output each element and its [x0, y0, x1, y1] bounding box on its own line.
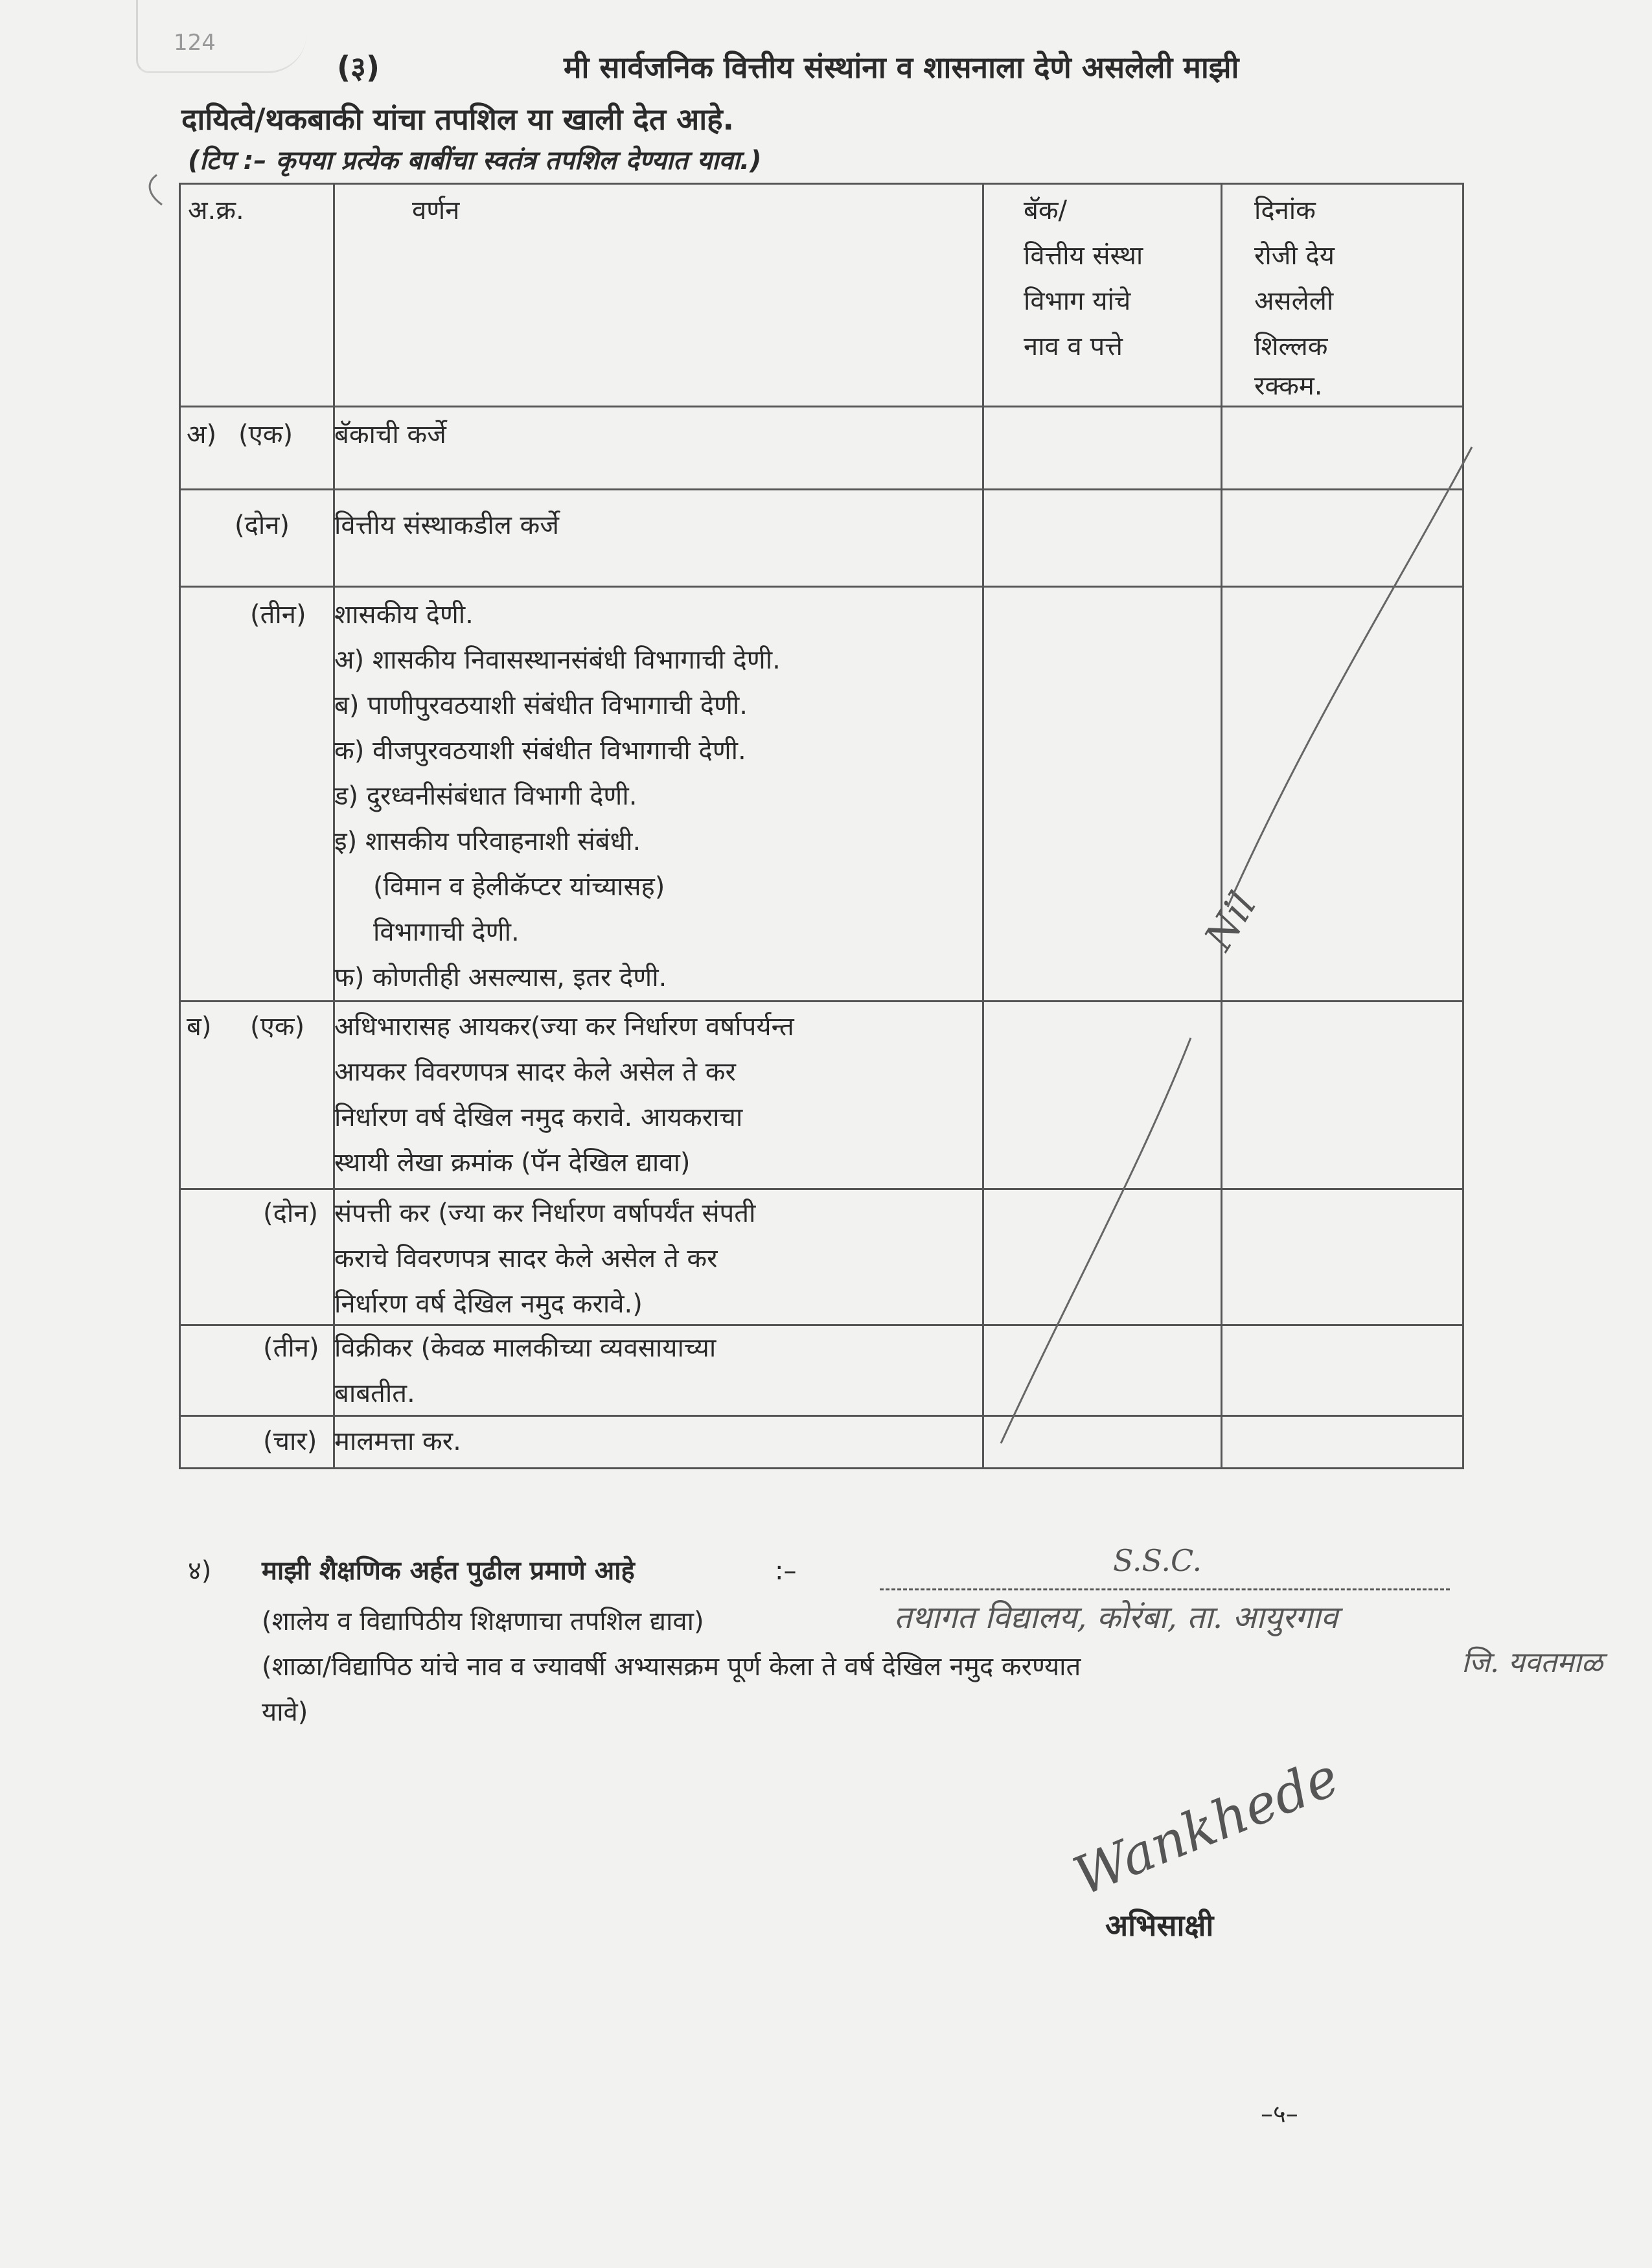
header-amount-line: शिल्लक [1254, 332, 1328, 361]
row-description: क) वीजपुरवठयाशी संबंधीत विभागाची देणी. [334, 736, 746, 766]
signature-label: अभिसाक्षी [1105, 1908, 1214, 1943]
row-description: संपत्ती कर (ज्या कर निर्धारण वर्षापर्यंत संपती [334, 1198, 756, 1228]
header-serial: अ.क्र. [188, 196, 244, 225]
row-description: कराचे विवरणपत्र सादर केले असेल ते कर [334, 1244, 718, 1274]
header-bank-line: विभाग यांचे [1024, 286, 1131, 316]
header-bank-line: नाव व पत्ते [1024, 332, 1123, 361]
section-4-separator: :– [775, 1556, 797, 1586]
header-amount-line: असलेली [1254, 286, 1334, 316]
row-description: अ) शासकीय निवासस्थानसंबंधी विभागाची देणी. [334, 645, 781, 675]
row-description: बॅकाची कर्जे [334, 420, 446, 450]
district-handwritten: जि. यवतमाळ [1462, 1646, 1603, 1679]
row-description: ड) दुरध्वनीसंबंधात विभागी देणी. [334, 781, 637, 811]
row-serial: (दोन) [235, 510, 290, 540]
section-4-line-3: (शाळा/विद्यापिठ यांचे नाव व ज्यावर्षी अभ्यासक्रम पूर्ण केला ते वर्ष देखिल नमुद करण्यात [262, 1652, 1081, 1682]
signature-handwritten: Wankhede [1065, 1746, 1348, 1908]
section-4-line-4: यावे) [262, 1697, 308, 1727]
strike-through-line [1001, 1038, 1191, 1443]
row-description: निर्धारण वर्ष देखिल नमुद करावे.) [334, 1289, 643, 1319]
row-description: निर्धारण वर्ष देखिल नमुद करावे. आयकराचा [334, 1103, 743, 1132]
row-description: ब) पाणीपुरवठयाशी संबंधीत विभागाची देणी. [334, 691, 748, 720]
row-serial: (एक) [250, 1012, 305, 1042]
strike-through-line [1228, 447, 1472, 907]
header-amount-line: रोजी देय [1254, 241, 1335, 271]
header-bank-line: बॅक/ [1024, 196, 1068, 225]
header-description: वर्णन [412, 196, 460, 225]
row-serial: (दोन) [263, 1198, 319, 1228]
row-serial: (एक) [238, 420, 293, 450]
school-name-handwritten: तथागत विद्यालय, कोरंबा, ता. आयुरगाव [894, 1599, 1338, 1636]
section-4-number: ४) [188, 1556, 212, 1586]
row-description: विक्रीकर (केवळ मालकीच्या व्यवसायाच्या [334, 1333, 717, 1363]
heading-line-2: दायित्वे/थकबाकी यांचा तपशिल या खाली देत आहे. [181, 102, 734, 137]
row-group-label: ब) [187, 1012, 212, 1042]
page-number: –५– [1261, 2100, 1298, 2128]
header-bank-line: वित्तीय संस्था [1024, 241, 1143, 271]
row-description: स्थायी लेखा क्रमांक (पॅन देखिल द्यावा) [334, 1148, 691, 1178]
qualification-answer: S.S.C. [1113, 1543, 1202, 1578]
scan-number: 124 [174, 30, 216, 56]
section-4-line-2: (शालेय व विद्यापिठीय शिक्षणाचा तपशिल द्यावा) [262, 1607, 704, 1636]
row-description: शासकीय देणी. [334, 600, 474, 630]
row-description: मालमत्ता कर. [334, 1426, 461, 1456]
header-amount-line: दिनांक [1254, 196, 1316, 225]
row-description: आयकर विवरणपत्र सादर केले असेल ते कर [334, 1057, 736, 1087]
row-description: अधिभारासह आयकर(ज्या कर निर्धारण वर्षापर्यन्त [334, 1012, 794, 1042]
section-4-title: माझी शैक्षणिक अर्हत पुढील प्रमाणे आहे [262, 1556, 635, 1586]
row-group-label: अ) [187, 420, 217, 450]
row-serial: (चार) [263, 1426, 317, 1456]
row-description: इ) शासकीय परिवाहनाशी संबंधी. [334, 827, 641, 856]
pen-mark [150, 175, 162, 205]
section-number: (३) [337, 50, 380, 85]
header-amount-line: रक्कम. [1254, 371, 1323, 401]
row-serial: (तीन) [250, 600, 306, 630]
row-description: फ) कोणतीही असल्यास, इतर देणी. [334, 963, 667, 992]
heading-note: (टिप :– कृपया प्रत्येक बाबींचा स्वतंत्र तपशिल देण्यात यावा.) [188, 146, 762, 176]
handwritten-nil: Nil [1196, 884, 1266, 959]
row-description: वित्तीय संस्थाकडील कर्जे [334, 510, 559, 540]
row-description: बाबतीत. [334, 1379, 415, 1408]
row-description: विभागाची देणी. [373, 917, 520, 947]
row-description: (विमान व हेलीकॅप्टर यांच्यासह) [373, 872, 665, 902]
heading-line-1: मी सार्वजनिक वित्तीय संस्थांना व शासनाला देणे असलेली माझी [564, 50, 1239, 85]
row-serial: (तीन) [263, 1333, 319, 1363]
